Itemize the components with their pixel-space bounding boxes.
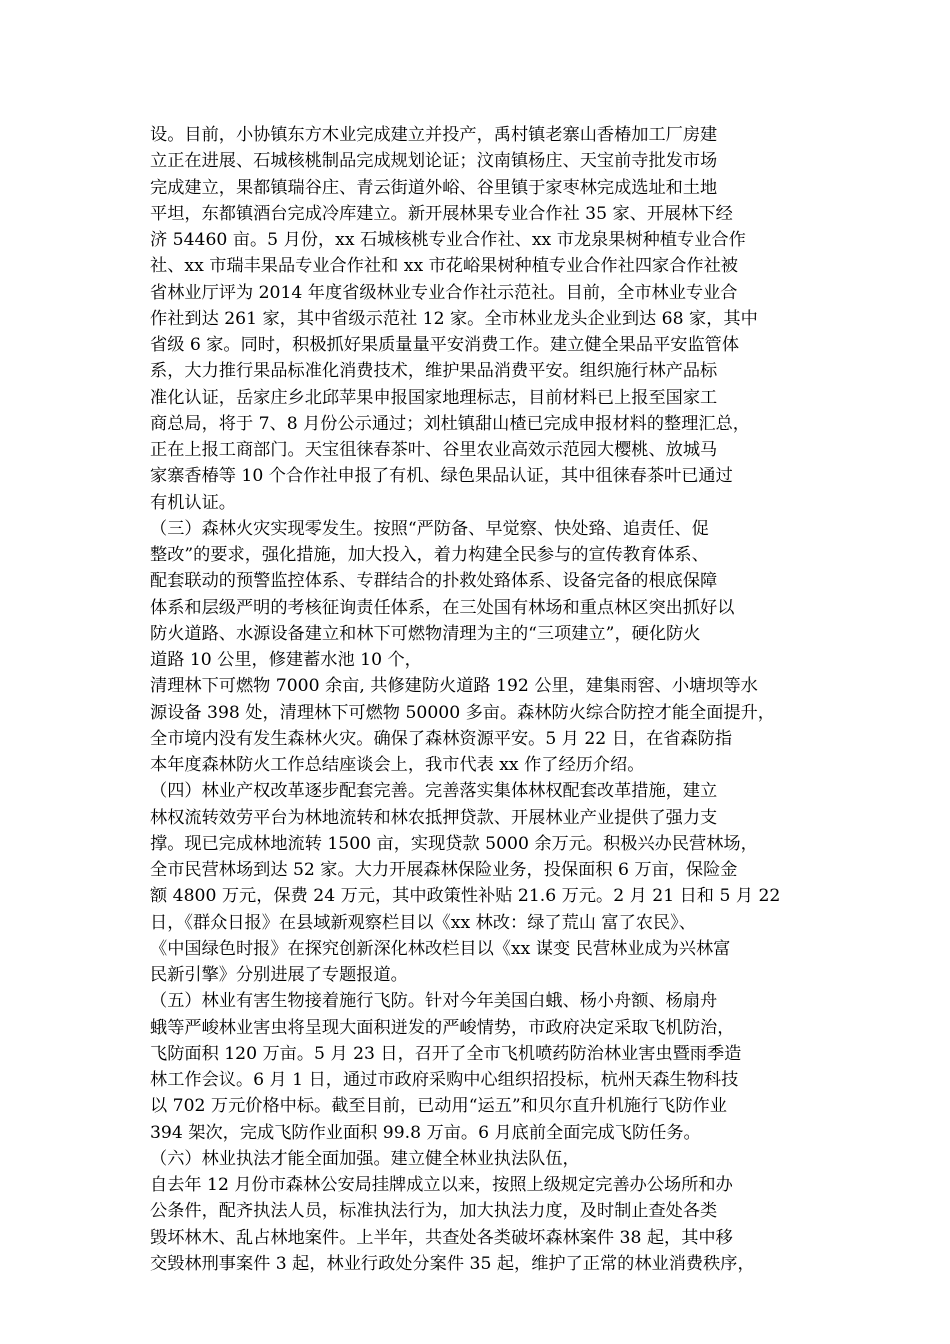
- text-line: 日，《群众日报》在县域新观察栏目以《xx 林改：绿了荒山 富了农民》、: [150, 912, 696, 933]
- text-line: 林权流转效劳平台为林地流转和林农抵押贷款、开展林业产业提供了强力支: [150, 807, 718, 828]
- text-line: 以 702 万元价格中标。截至目前，已动用“运五”和贝尔直升机施行飞防作业: [150, 1096, 727, 1117]
- document-body: [150, 122, 810, 1277]
- text-line: 394 架次，完成飞防作业面积 99.8 万亩。6 月底前全面完成飞防任务。: [150, 1122, 701, 1143]
- text-line: 民新引擎》分别进展了专题报道。: [150, 965, 408, 985]
- text-line: （四）林业产权改革逐步配套完善。完善落实集体林权配套改革措施，建立: [150, 781, 718, 802]
- text-line: 正在上报工商部门。天宝徂徕春茶叶、谷里农业高效示范园大樱桃、放城马: [150, 440, 718, 460]
- text-line: （三）森林火灾实现零发生。按照“严防备、早觉察、快处臵、追责任、促: [150, 518, 709, 539]
- text-line: 济 54460 亩。5 月份，xx 石城核桃专业合作社、xx 市龙泉果树种植专业合作: [150, 230, 746, 250]
- text-line: 蛾等严峻林业害虫将呈现大面积迸发的严峻情势，市政府决定采取飞机防治，: [150, 1017, 735, 1038]
- text-line: （六）林业执法才能全面加强。建立健全林业执法队伍，: [150, 1148, 580, 1169]
- text-line: 撑。现已完成林地流转 1500 亩，实现贷款 5000 余万元。积极兴办民营林场，: [150, 833, 758, 854]
- text-line: 防火道路、水源设备建立和林下可燃物清理为主的“三项建立”，硬化防火: [150, 623, 701, 644]
- text-line: 省林业厅评为 2014 年度省级林业专业合作社示范社。目前，全市林业专业合: [150, 282, 738, 303]
- text-line: 完成建立，果都镇瑞谷庄、青云街道外峪、谷里镇于家枣林完成选址和土地: [150, 177, 718, 198]
- text-line: 商总局，将于 7、8 月份公示通过；刘杜镇甜山楂已完成申报材料的整理汇总，: [150, 413, 750, 434]
- text-line: 立正在进展、石城核桃制品完成规划论证；汶南镇杨庄、天宝前寺批发市场: [150, 151, 718, 172]
- text-line: 社、xx 市瑞丰果品专业合作社和 xx 市花峪果树种植专业合作社四家合作社被: [150, 256, 738, 277]
- text-line: 设。目前，小协镇东方木业完成建立并投产，禹村镇老寨山香椿加工厂房建: [150, 125, 718, 145]
- text-line: 全市民营林场到达 52 家。大力开展森林保险业务，投保面积 6 万亩，保险金: [150, 860, 738, 880]
- text-line: 配套联动的预警监控体系、专群结合的扑救处臵体系、设备完备的根底保障: [150, 571, 718, 592]
- text-line: （五）林业有害生物接着施行飞防。针对今年美国白蛾、杨小舟额、杨扇舟: [150, 991, 718, 1012]
- text-line: 作社到达 261 家，其中省级示范社 12 家。全市林业龙头企业到达 68 家，其中: [150, 308, 758, 329]
- text-line: 林工作会议。6 月 1 日，通过市政府采购中心组织招投标，杭州天森生物科技: [150, 1070, 739, 1090]
- text-line: 准化认证，岳家庄乡北邱苹果申报国家地理标志，目前材料已上报至国家工: [150, 387, 718, 408]
- text-line: 毁坏林木、乱占林地案件。上半年，共查处各类破坏森林案件 38 起，其中移: [150, 1227, 733, 1248]
- text-line: 自去年 12 月份市森林公安局挂牌成立以来，按照上级规定完善办公场所和办: [150, 1175, 733, 1195]
- text-line: 整改”的要求，强化措施，加大投入，着力构建全民参与的宣传教育体系、: [150, 545, 709, 565]
- text-line: 额 4800 万元，保费 24 万元，其中政策性补贴 21.6 万元。2 月 21 日和 5 月 22: [150, 886, 781, 907]
- text-line: 体系和层级严明的考核征询责任体系，在三处国有林场和重点林区突出抓好以: [150, 597, 735, 618]
- text-line: 源设备 398 处，清理林下可燃物 50000 多亩。森林防火综合防控才能全面提升，: [150, 702, 775, 723]
- text-line: 家寨香椿等 10 个合作社申报了有机、绿色果品认证，其中徂徕春茶叶已通过: [150, 466, 733, 487]
- text-line: 道路 10 公里，修建蓄水池 10 个，: [150, 650, 422, 670]
- text-line: 平坦，东都镇酒台完成冷库建立。新开展林果专业合作社 35 家、开展林下经: [150, 203, 733, 224]
- text-line: 本年度森林防火工作总结座谈会上，我市代表 xx 作了经历介绍。: [150, 755, 645, 775]
- text-line: 系，大力推行果品标准化消费技术，维护果品消费平安。组织施行林产品标: [150, 361, 718, 382]
- text-line: 有机认证。: [150, 492, 236, 513]
- text-line: 省级 6 家。同时，积极抓好果质量量平安消费工作。建立健全果品平安监管体: [150, 335, 740, 355]
- text-line: 《中国绿色时报》在探究创新深化林改栏目以《xx 谋变 民营林业成为兴林富: [150, 938, 731, 959]
- text-line: 飞防面积 120 万亩。5 月 23 日，召开了全市飞机喷药防治林业害虫暨雨季造: [150, 1043, 742, 1064]
- text-line: 全市境内没有发生森林火灾。确保了森林资源平安。5 月 22 日，在省森防指: [150, 728, 733, 749]
- text-line: 清理林下可燃物 7000 余亩, 共修建防火道路 192 公里，建集雨窖、小塘坝等水: [150, 676, 758, 697]
- text-line: 公条件，配齐执法人员，标准执法行为，加大执法力度，及时制止查处各类: [150, 1201, 718, 1222]
- text-line: 交毁林刑事案件 3 起，林业行政处分案件 35 起，维护了正常的林业消费秩序，: [150, 1253, 755, 1274]
